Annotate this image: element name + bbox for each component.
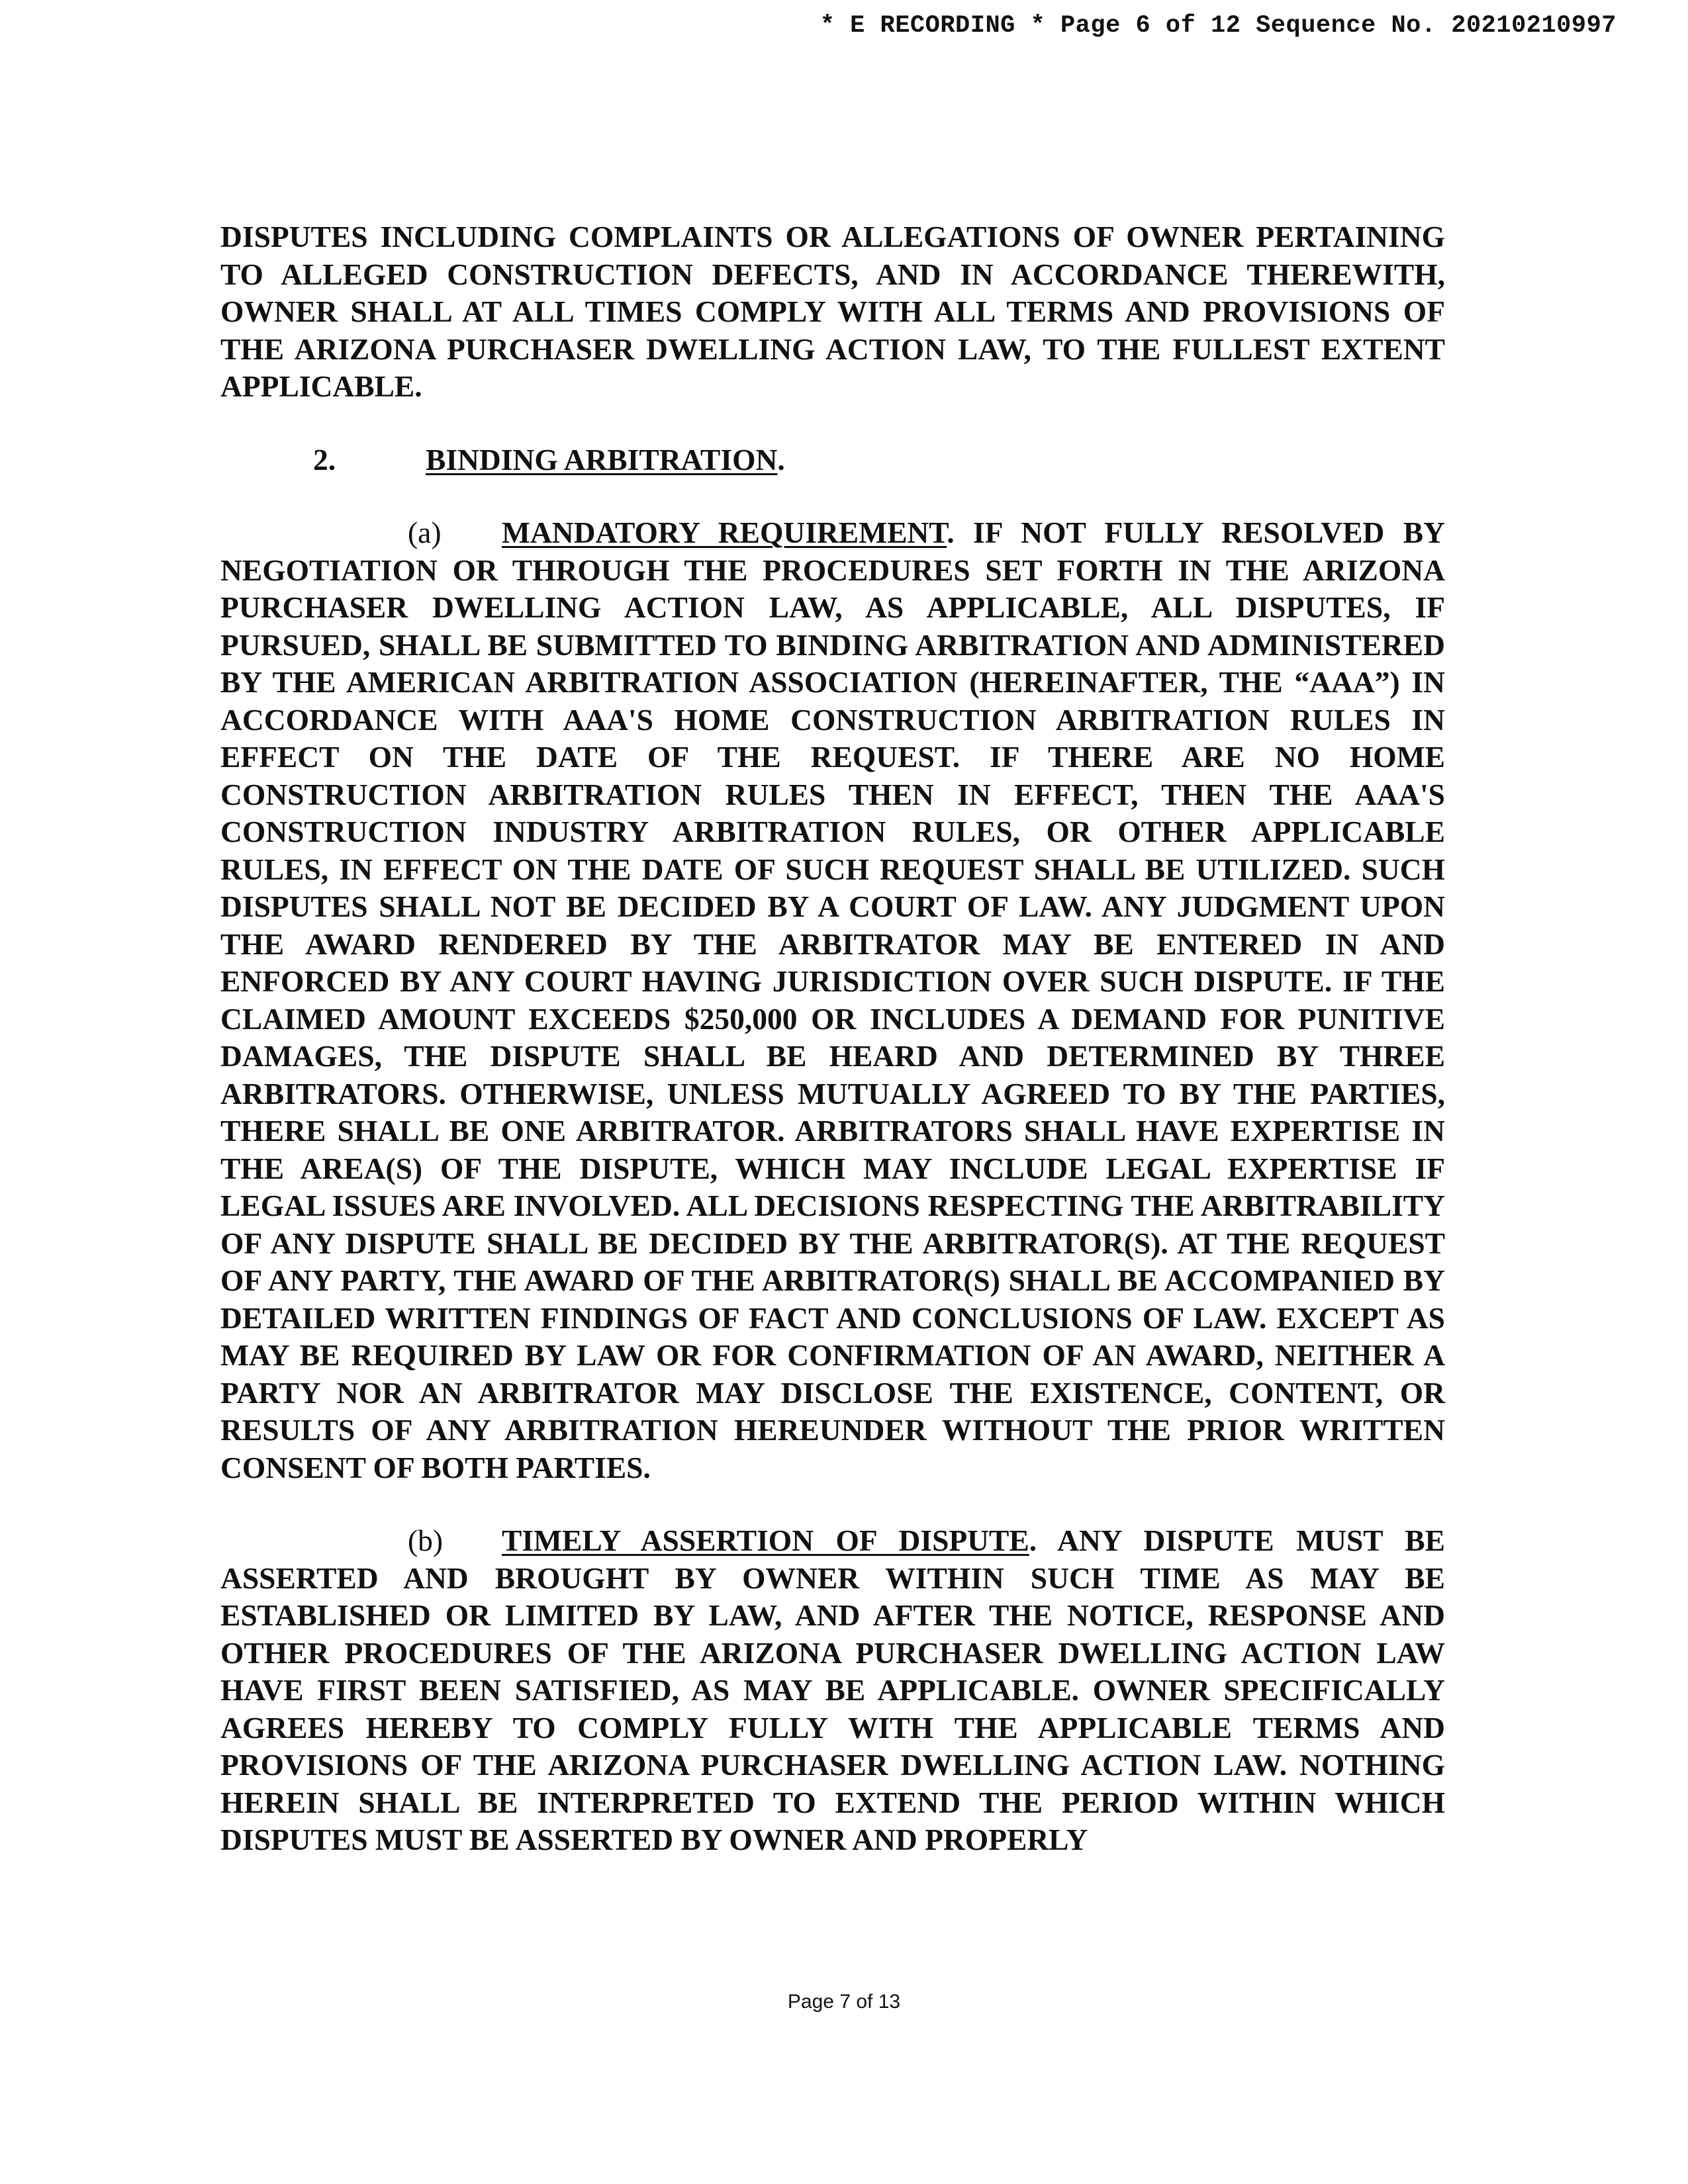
subsection-a-heading-suffix: . [947, 516, 955, 549]
subsection-a-text: IF NOT FULLY RESOLVED BY NEGOTIATION OR THROUGH THE PROCEDURES SET FORTH IN THE ARIZONA PURCHASER DWELLING ACTION LAW, AS APPLICABLE, ALL DISPUTES, IF PURSUED, SHALL BE SUBMITTED TO BINDING ARBITRATION AND ADMINISTERED BY THE AMERICAN ARBITRATION ASSOCIATION (HEREINAFTER, THE “AAA”) IN ACCORDANCE WITH AAA'S HOME CONSTRUCTION ARBITRATION RULES IN EFFECT ON THE DATE OF THE REQUEST. IF THERE ARE NO HOME CONSTRUCTION ARBITRATION RULES THEN IN EFFECT, THEN THE AAA'S CONSTRUCTION INDUSTRY ARBITRATION RULES, OR OTHER APPLICABLE RULES, IN EFFECT ON THE DATE OF SUCH REQUEST SHALL BE UTILIZED. SUCH DISPUTES SHALL NOT BE DECIDED BY A COURT OF LAW. ANY JUDGMENT UPON THE AWARD RENDERED BY THE ARBITRATOR MAY BE ENTERED IN AND ENFORCED BY ANY COURT HAVING JURISDICTION OVER SUCH DISPUTE. IF THE CLAIMED AMOUNT EXCEEDS $250,000 OR INCLUDES A DEMAND FOR PUNITIVE DAMAGES, THE DISPUTE SHALL BE HEARD AND DETERMINED BY THREE ARBITRATORS. OTHERWISE, UNLESS MUTUALLY AGREED TO BY THE PARTIES, THERE SHALL BE ONE ARBITRATOR. ARBITRATORS SHALL HAVE EXPERTISE IN THE AREA(S) OF THE DISPUTE, WHICH MAY INCLUDE LEGAL EXPERTISE IF LEGAL ISSUES ARE INVOLVED. ALL DECISIONS RESPECTING THE ARBITRABILITY OF ANY DISPUTE SHALL BE DECIDED BY THE ARBITRATOR(S). AT THE REQUEST OF ANY PARTY, THE AWARD OF THE ARBITRATOR(S) SHALL BE ACCOMPANIED BY DETAILED WRITTEN FINDINGS OF FACT AND CONCLUSIONS OF LAW. EXCEPT AS MAY BE REQUIRED BY LAW OR FOR CONFIRMATION OF AN AWARD, NEITHER A PARTY NOR AN ARBITRATOR MAY DISCLOSE THE EXISTENCE, CONTENT, OR RESULTS OF ANY ARBITRATION HEREUNDER WITHOUT THE PRIOR WRITTEN CONSENT OF BOTH PARTIES. [220, 516, 1445, 1484]
section-title-suffix: . [777, 442, 785, 477]
page-number: Page 7 of 13 [787, 1991, 901, 2013]
subsection-b-heading: TIMELY ASSERTION OF DISPUTE [502, 1524, 1029, 1557]
subsection-a [220, 514, 1445, 1486]
section-heading [313, 441, 1445, 479]
recording-stamp: * E RECORDING * Page 6 of 12 Sequence No. 20210210997 [820, 12, 1617, 40]
document-body [220, 218, 1445, 1859]
intro-paragraph: DISPUTES INCLUDING COMPLAINTS OR ALLEGATIONS OF OWNER PERTAINING TO ALLEGED CONSTRUCTION DEFECTS, AND IN ACCORDANCE THEREWITH, OWNER SHALL AT ALL TIMES COMPLY WITH ALL TERMS AND PROVISIONS OF THE ARIZONA PURCHASER DWELLING ACTION LAW, TO THE FULLEST EXTENT APPLICABLE. [220, 220, 1445, 403]
subsection-b-label: (b) [408, 1524, 444, 1557]
section-title: BINDING ARBITRATION [426, 442, 778, 477]
subsection-b [220, 1522, 1445, 1859]
subsection-b-text: ANY DISPUTE MUST BE ASSERTED AND BROUGHT BY OWNER WITHIN SUCH TIME AS MAY BE ESTABLISHED OR LIMITED BY LAW, AND AFTER THE NOTICE, RESPONSE AND OTHER PROCEDURES OF THE ARIZONA PURCHASER DWELLING ACTION LAW HAVE FIRST BEEN SATISFIED, AS MAY BE APPLICABLE. OWNER SPECIFICALLY AGREES HEREBY TO COMPLY FULLY WITH THE APPLICABLE TERMS AND PROVISIONS OF THE ARIZONA PURCHASER DWELLING ACTION LAW. NOTHING HEREIN SHALL BE INTERPRETED TO EXTEND THE PERIOD WITHIN WHICH DISPUTES MUST BE ASSERTED BY OWNER AND PROPERLY [220, 1524, 1445, 1856]
subsection-a-heading: MANDATORY REQUIREMENT [502, 516, 947, 549]
subsection-b-heading-suffix: . [1029, 1524, 1037, 1557]
section-number: 2. [313, 442, 336, 477]
subsection-a-label: (a) [408, 516, 442, 549]
